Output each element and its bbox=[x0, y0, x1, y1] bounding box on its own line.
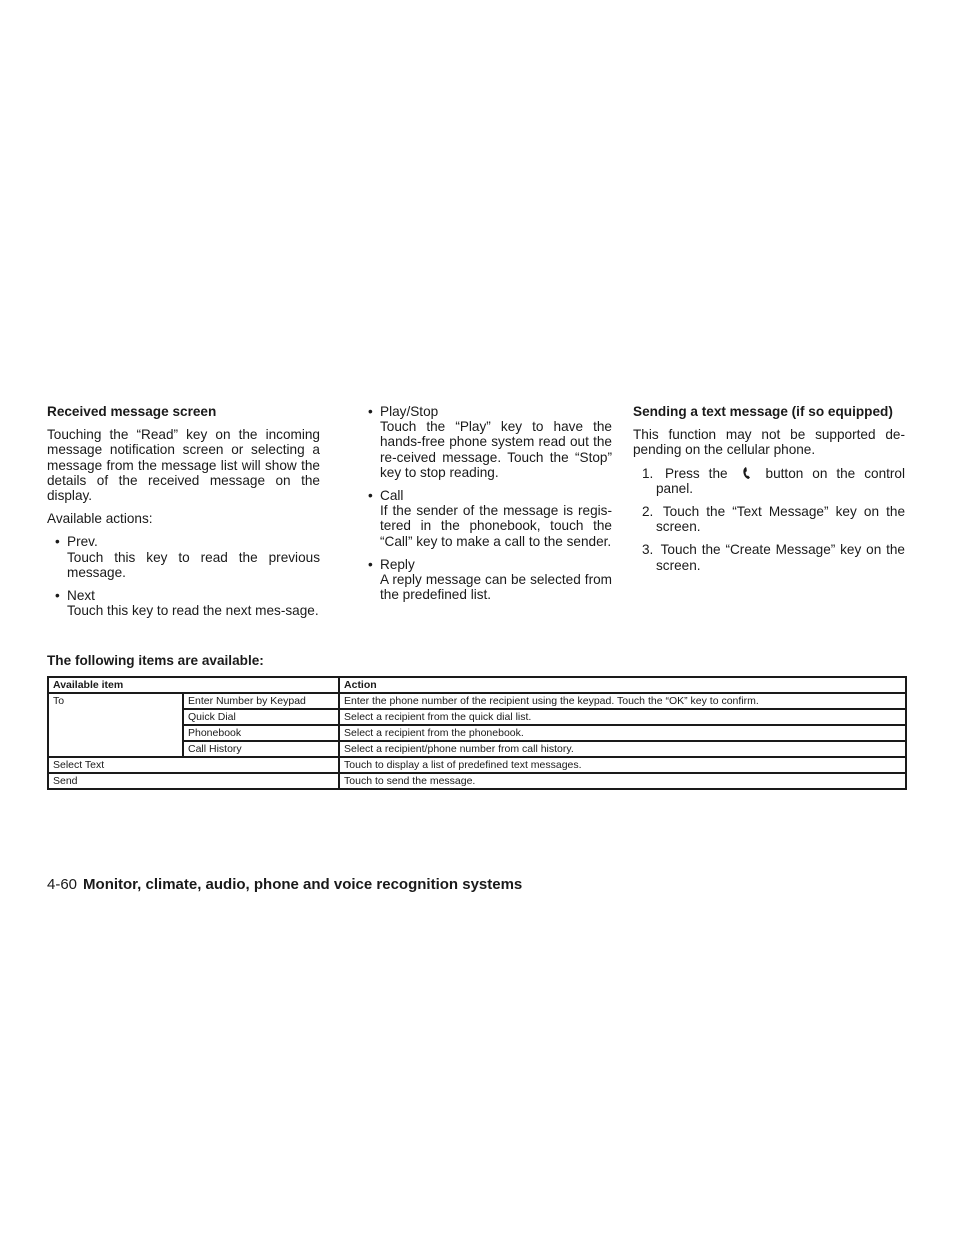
page-footer bbox=[47, 876, 522, 893]
table-cell: Phonebook bbox=[183, 725, 339, 741]
action-desc: Touch the “Play” key to have the hands-free phone system read out the re-ceived message. Touch the “Stop” key to stop reading. bbox=[380, 419, 612, 480]
action-prev: • Prev. Touch this key to read the previous message. bbox=[55, 534, 320, 580]
action-title: Reply bbox=[380, 556, 415, 572]
table-row bbox=[48, 773, 906, 789]
table-cell: Select a recipient from the phonebook. bbox=[339, 725, 906, 741]
header-action: Action bbox=[339, 677, 906, 693]
page-number: 4-60 bbox=[47, 876, 78, 893]
action-title: Call bbox=[380, 488, 404, 504]
table-cell: Select Text bbox=[48, 757, 339, 773]
available-actions-label: Available actions: bbox=[47, 511, 153, 527]
table-cell: Touch to send the message. bbox=[339, 773, 906, 789]
sending-message-column bbox=[633, 404, 905, 581]
action-desc: Touch this key to read the next mes-sage. bbox=[67, 603, 319, 619]
action-title: Prev. bbox=[67, 534, 98, 550]
table-row bbox=[48, 693, 906, 709]
action-desc: Touch this key to read the previous message. bbox=[67, 549, 320, 580]
table-header-row bbox=[48, 677, 906, 693]
table-cell: Select a recipient from the quick dial list. bbox=[339, 709, 906, 725]
actions-continued-column bbox=[360, 404, 612, 610]
header-available-item: Available item bbox=[48, 677, 339, 693]
phone-icon bbox=[737, 466, 757, 480]
table-row bbox=[48, 757, 906, 773]
step-3: 3. Touch the “Create Message” key on the screen. bbox=[642, 542, 905, 573]
available-items-table bbox=[47, 676, 907, 790]
table-row bbox=[48, 725, 906, 741]
step-1: 1. Press the button on the control panel. bbox=[642, 465, 906, 496]
sending-message-heading: Sending a text message (if so equipped) bbox=[633, 404, 893, 419]
table-cell: Enter the phone number of the recipient using the keypad. Touch the “OK” key to confirm. bbox=[339, 693, 906, 709]
table-heading: The following items are available: bbox=[47, 653, 264, 668]
action-play-stop: • Play/Stop Touch the “Play” key to have the hands-free phone system read out the re-ceived message. Touch the “Stop” key to stop reading. bbox=[368, 404, 612, 480]
received-message-column bbox=[47, 404, 320, 626]
action-reply: • Reply A reply message can be selected from the predefined list. bbox=[368, 556, 612, 603]
action-desc: A reply message can be selected from the predefined list. bbox=[380, 572, 612, 603]
step-2: 2. Touch the “Text Message” key on the screen. bbox=[642, 504, 906, 535]
action-next: • Next Touch this key to read the next mes-sage. bbox=[55, 588, 319, 619]
table-cell: Enter Number by Keypad bbox=[183, 693, 339, 709]
group-label: To bbox=[48, 693, 183, 709]
action-call: • Call If the sender of the message is regis-tered in the phonebook, touch the “Call” key to make a call to the sender. bbox=[368, 488, 612, 549]
action-title: Next bbox=[67, 588, 95, 604]
action-title: Play/Stop bbox=[380, 404, 439, 419]
table-row bbox=[48, 741, 906, 757]
table-cell: Touch to display a list of predefined text messages. bbox=[339, 757, 906, 773]
received-message-heading: Received message screen bbox=[47, 404, 217, 419]
received-message-intro: Touching the “Read” key on the incoming message notification screen or selecting a message from the message list will show the details of the received message on the display. bbox=[47, 427, 320, 504]
table-row bbox=[48, 709, 906, 725]
table-cell: Quick Dial bbox=[183, 709, 339, 725]
table-cell: Call History bbox=[183, 741, 339, 757]
table-cell: Select a recipient/phone number from call history. bbox=[339, 741, 906, 757]
section-title: Monitor, climate, audio, phone and voice recognition systems bbox=[83, 876, 523, 893]
action-desc: If the sender of the message is regis-tered in the phonebook, touch the “Call” key to make a call to the sender. bbox=[380, 503, 612, 549]
sending-message-intro: This function may not be supported de-pending on the cellular phone. bbox=[633, 427, 905, 458]
table-cell: Send bbox=[48, 773, 339, 789]
